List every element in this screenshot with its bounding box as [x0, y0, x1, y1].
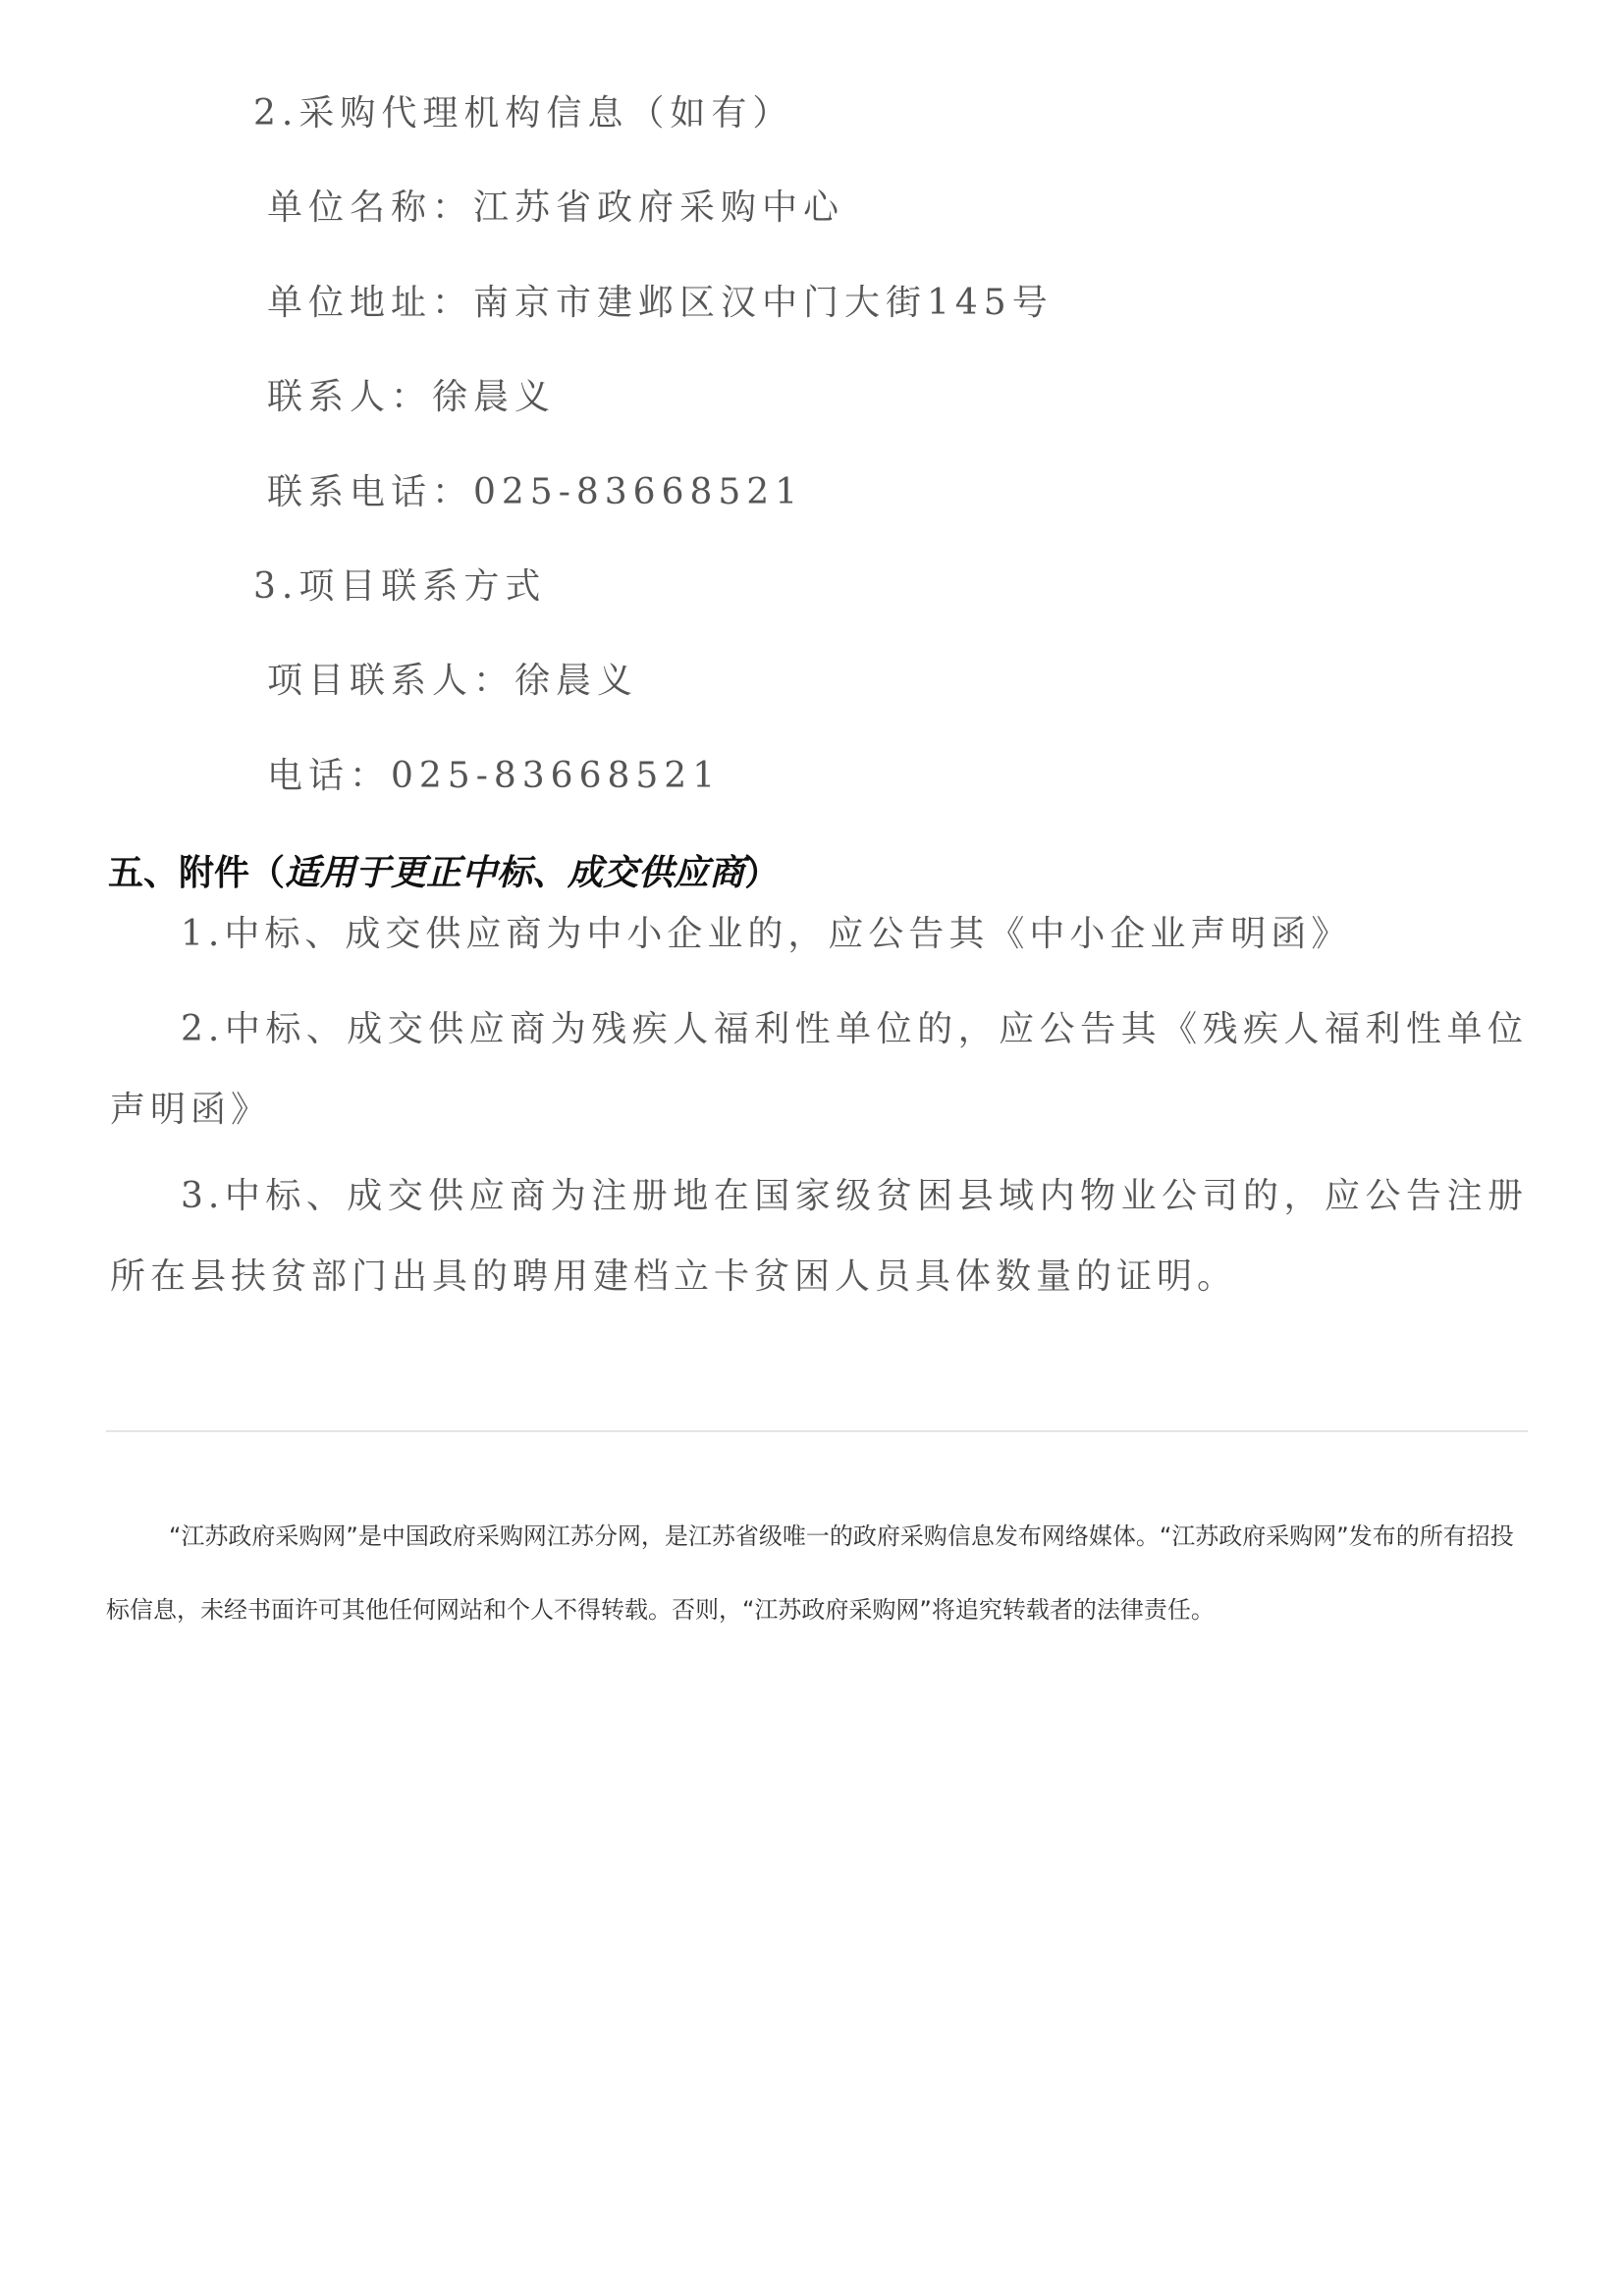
- agency-phone: 联系电话：025-83668521: [267, 472, 804, 512]
- agency-address: 单位地址：南京市建邺区汉中门大街145号: [267, 283, 1054, 323]
- attachment-item: 2.中标、成交供应商为残疾人福利性单位的，应公告其《残疾人福利性单位声明函》: [110, 1009, 1528, 1130]
- divider: [106, 1430, 1528, 1432]
- agency-name: 单位名称：江苏省政府采购中心: [267, 187, 845, 228]
- project-contact-person: 项目联系人：徐晨义: [267, 661, 639, 701]
- project-contact-phone: 电话：025-83668521: [267, 756, 722, 796]
- attachment-item: 1.中标、成交供应商为中小企业的，应公告其《中小企业声明函》: [181, 914, 1352, 954]
- agency-heading: 2.采购代理机构信息（如有）: [253, 93, 794, 133]
- section5-heading-prefix: 五、附件（: [108, 853, 286, 893]
- section5-heading-italic: 适用于更正中标、成交供应商: [285, 853, 745, 893]
- attachment-item: 3.中标、成交供应商为注册地在国家级贫困县域内物业公司的，应公告注册所在县扶贫部门出具的聘用建档立卡贫困人员具体数量的证明。: [110, 1176, 1528, 1297]
- section5-heading: [108, 853, 781, 893]
- project-contact-heading: 3.项目联系方式: [253, 566, 547, 607]
- footer-notice: “江苏政府采购网”是中国政府采购网江苏分网，是江苏省级唯一的政府采购信息发布网络媒体。“江苏政府采购网”发布的所有招投标信息，未经书面许可其他任何网站和个人不得转载。否则，“江苏政府采购网”将追究转载者的法律责任。: [106, 1522, 1514, 1624]
- agency-contact: 联系人：徐晨义: [267, 377, 557, 417]
- section5-heading-suffix: ）: [744, 853, 781, 893]
